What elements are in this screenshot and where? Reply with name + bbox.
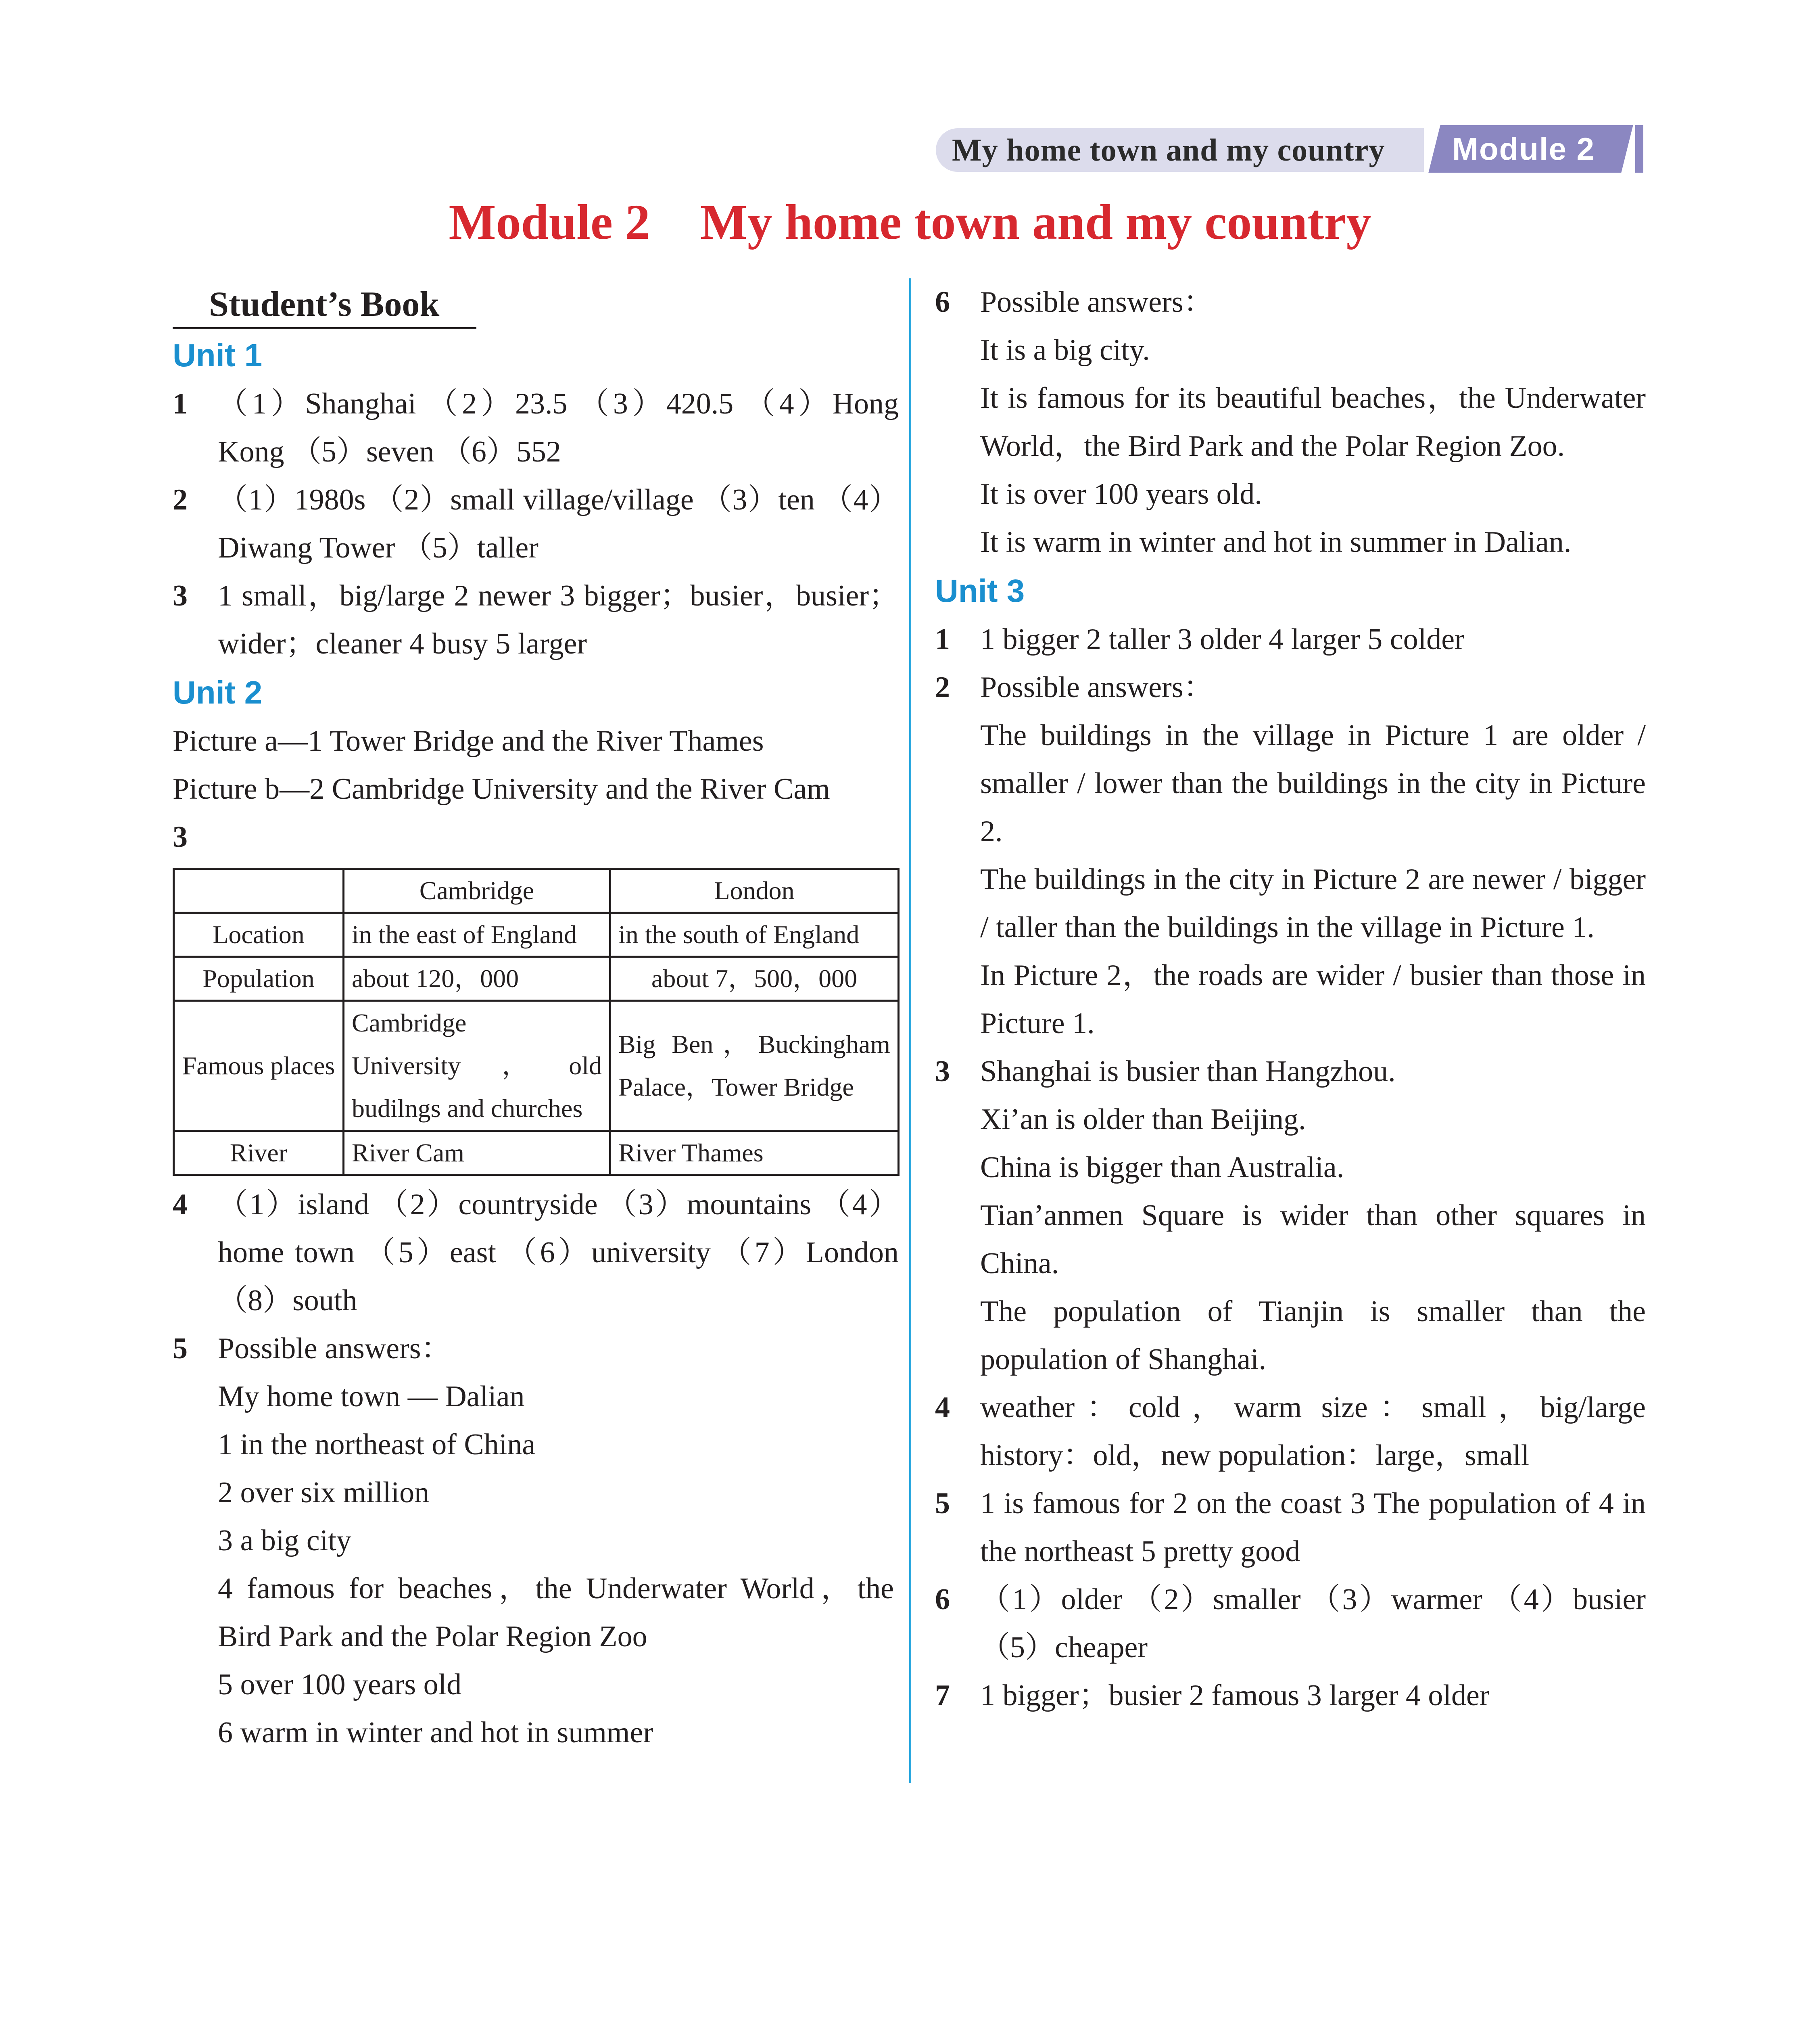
running-header-title: My home town and my country [952, 132, 1385, 167]
module-tab-edge [1635, 125, 1643, 173]
answer-item: 3 1 small，big/large 2 newer 3 bigger；busier，busier；wider；cleaner 4 busy 5 larger [173, 579, 899, 660]
table-row [174, 869, 899, 913]
answer-item: 6 （1）older （2）smaller （3）warmer （4）busier （5）cheaper [935, 1583, 1646, 1664]
table-cell: River Thames [610, 1131, 899, 1175]
table-cell: in the east of England [344, 913, 610, 957]
answer-item: 1 （1）Shanghai （2）23.5 （3）420.5 （4）Hong Kong （5）seven （6）552 [173, 387, 899, 468]
answer-subline: 5 over 100 years old [218, 1668, 462, 1701]
answer-subline: It is warm in winter and hot in summer in Dalian. [980, 526, 1572, 559]
answer-subline: It is a big city. [980, 334, 1150, 367]
column-divider [909, 278, 911, 1783]
answer-subline: 1 in the northeast of China [218, 1428, 536, 1461]
table-cell: River [174, 1131, 344, 1175]
answer-item: 7 1 bigger；busier 2 famous 3 larger 4 older [935, 1679, 1490, 1712]
table-row [174, 1001, 899, 1131]
table-cell: about 7，500，000 [610, 957, 899, 1001]
unit-3-heading: Unit 3 [935, 573, 1025, 609]
answer-subline: It is famous for its beautiful beaches，the Underwater World，the Bird Park and the Polar Region Zoo. [980, 382, 1646, 463]
answer-line: Picture a—1 Tower Bridge and the River Thames [173, 725, 764, 758]
answer-subline: 3 a big city [218, 1524, 351, 1557]
table-cell: Cambridge [344, 869, 610, 913]
answer-subline: 6 warm in winter and hot in summer [218, 1716, 653, 1749]
answer-subline: Xi’an is older than Beijing. [980, 1103, 1306, 1136]
answer-item: 1 1 bigger 2 taller 3 older 4 larger 5 colder [935, 623, 1465, 656]
table-cell: about 120，000 [344, 957, 610, 1001]
table-cell: Cambridge University，old budilngs and churches [344, 1001, 610, 1131]
section-heading: Student’s Book [173, 278, 899, 331]
table-cell: London [610, 869, 899, 913]
table-cell: Location [174, 913, 344, 957]
answer-subline: The buildings in the village in Picture 1 are older / smaller / lower than the buildings in the city in Picture 2. [980, 719, 1646, 848]
answer-item: 5 1 is famous for 2 on the coast 3 The population of 4 in the northeast 5 pretty good [935, 1487, 1646, 1568]
module-tab-label: Module 2 [1452, 131, 1595, 167]
answer-item: 2 Possible answers： [935, 671, 1213, 704]
answer-subline: Tian’anmen Square is wider than other squares in China. [980, 1199, 1646, 1280]
table-cell: in the south of England [610, 913, 899, 957]
page-title: Module 2 My home town and my country [449, 194, 1371, 250]
answer-subline: The buildings in the city in Picture 2 are newer / bigger / taller than the buildings in the village in Picture 1. [980, 863, 1646, 944]
answer-subline: The population of Tianjin is smaller than the population of Shanghai. [980, 1295, 1646, 1376]
answer-item: 2 （1）1980s （2）small village/village （3）ten （4）Diwang Tower （5）taller [173, 483, 899, 564]
table-item-number: 3 [173, 821, 188, 854]
answer-line: Picture b—2 Cambridge University and the River Cam [173, 773, 830, 806]
table-row [174, 913, 899, 957]
comparison-table [173, 868, 900, 1176]
table-cell [174, 869, 344, 913]
table-row [174, 957, 899, 1001]
table-cell: River Cam [344, 1131, 610, 1175]
unit-1-heading: Unit 1 [173, 337, 263, 373]
table-cell: Big Ben，Buckingham Palace，Tower Bridge [610, 1001, 899, 1131]
answer-subline: 4 famous for beaches，the Underwater World，the Bird Park and the Polar Region Zoo [218, 1572, 894, 1653]
answer-item: 3 Shanghai is busier than Hangzhou. [935, 1055, 1396, 1088]
answer-item: 4 （1）island （2）countryside （3）mountains （4）home town （5）east （6）university （7）London （8）south [173, 1188, 899, 1317]
answer-subline: It is over 100 years old. [980, 478, 1262, 511]
answer-subline: In Picture 2，the roads are wider / busier than those in Picture 1. [980, 959, 1646, 1040]
answer-item: 6 Possible answers： [935, 286, 1213, 319]
table-row [174, 1131, 899, 1175]
right-column [935, 278, 1646, 1720]
answer-item: 4 weather：cold，warm size：small，big/large history：old，new population：large，small [935, 1391, 1646, 1472]
answer-subline: China is bigger than Australia. [980, 1151, 1344, 1184]
answer-item: 5 Possible answers： [173, 1332, 451, 1365]
answer-subline: My home town — Dalian [218, 1380, 525, 1413]
table-cell: Famous places [174, 1001, 344, 1131]
unit-2-heading: Unit 2 [173, 674, 263, 710]
answer-subline: 2 over six million [218, 1476, 430, 1509]
table-cell: Population [174, 957, 344, 1001]
left-column [173, 278, 899, 1757]
